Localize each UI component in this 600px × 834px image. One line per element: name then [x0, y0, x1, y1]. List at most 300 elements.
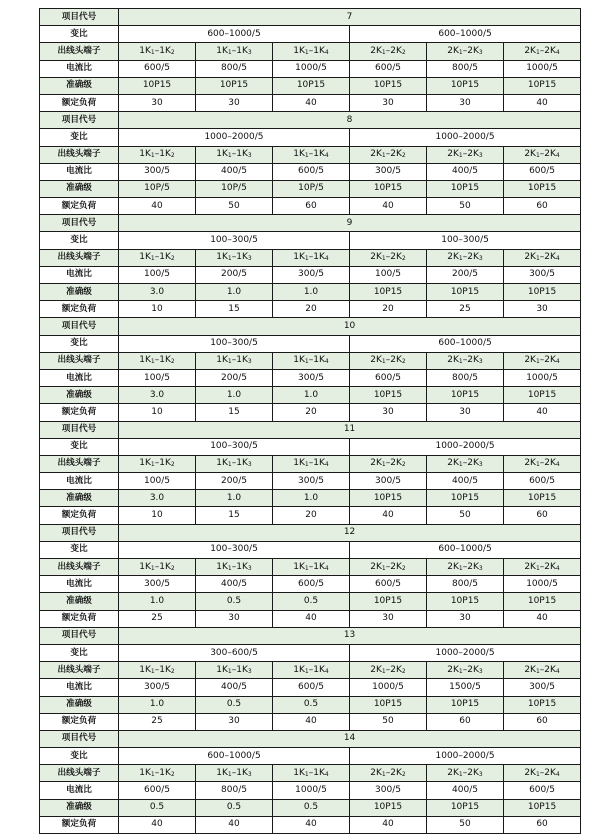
terminal-mid: –1K [231, 355, 248, 366]
burden-row [40, 301, 581, 318]
terminal-cell [427, 662, 504, 679]
current-row [40, 60, 581, 77]
ratio-row [40, 748, 581, 765]
accuracy-label: 准确级 [40, 799, 119, 816]
terminal-prefix: 2K [524, 45, 536, 56]
terminal-sub-a: 1 [535, 564, 540, 572]
terminal-sub-a: 1 [535, 48, 540, 56]
code-row [40, 318, 581, 335]
code-label: 项目代号 [40, 9, 119, 26]
terminal-sub-a: 1 [227, 152, 232, 160]
burden-value: 30 [196, 94, 273, 111]
terminal-prefix: 1K [216, 149, 228, 160]
terminal-cell [273, 662, 350, 679]
ratio-label: 变比 [40, 438, 119, 455]
terminal-prefix: 2K [370, 149, 382, 160]
terminal-sub-a: 1 [227, 564, 232, 572]
terminal-prefix: 1K [216, 664, 228, 675]
ratio-row [40, 129, 581, 146]
terminal-cell [350, 455, 427, 472]
terminal-mid: –2K [462, 767, 479, 778]
ratio-label: 变比 [40, 644, 119, 661]
code-row [40, 215, 581, 232]
accuracy-value: 10P15 [350, 284, 427, 301]
accuracy-label: 准确级 [40, 284, 119, 301]
terminal-sub-a: 1 [150, 564, 155, 572]
ratio-value: 100–300/5 [119, 335, 350, 352]
accuracy-value: 10P/5 [273, 180, 350, 197]
burden-row [40, 198, 581, 215]
current-value: 800/5 [196, 782, 273, 799]
ratio-value: 1000–2000/5 [119, 129, 350, 146]
terminal-label: 出线头端子 [40, 765, 119, 782]
terminal-mid: –2K [462, 458, 479, 469]
terminal-prefix: 2K [524, 664, 536, 675]
terminal-sub-b: 2 [170, 564, 175, 572]
accuracy-value: 10P15 [504, 696, 581, 713]
terminal-label: 出线头端子 [40, 455, 119, 472]
terminal-cell [273, 43, 350, 60]
terminal-mid: –1K [231, 767, 248, 778]
burden-value: 50 [196, 198, 273, 215]
terminal-sub-b: 3 [247, 358, 252, 366]
terminal-cell [273, 146, 350, 163]
current-value: 400/5 [196, 679, 273, 696]
terminal-prefix: 1K [293, 561, 305, 572]
current-value: 100/5 [119, 369, 196, 386]
terminal-cell [119, 352, 196, 369]
current-value: 600/5 [119, 60, 196, 77]
terminal-prefix: 2K [370, 252, 382, 263]
current-value: 1000/5 [504, 60, 581, 77]
terminal-prefix: 1K [293, 767, 305, 778]
terminal-label: 出线头端子 [40, 249, 119, 266]
terminal-mid: –2K [385, 355, 402, 366]
current-label: 电流比 [40, 679, 119, 696]
terminal-prefix: 2K [524, 355, 536, 366]
terminal-cell [504, 352, 581, 369]
current-value: 1000/5 [273, 60, 350, 77]
terminal-cell [196, 352, 273, 369]
terminal-cell [273, 352, 350, 369]
terminal-sub-b: 4 [324, 564, 329, 572]
terminal-sub-a: 1 [150, 358, 155, 366]
terminal-sub-a: 1 [458, 770, 463, 778]
burden-value: 20 [350, 301, 427, 318]
accuracy-value: 3.0 [119, 490, 196, 507]
terminal-sub-b: 2 [401, 358, 406, 366]
terminal-prefix: 1K [216, 767, 228, 778]
terminal-prefix: 2K [370, 45, 382, 56]
accuracy-label: 准确级 [40, 387, 119, 404]
burden-value: 40 [273, 610, 350, 627]
burden-label: 额定负荷 [40, 816, 119, 833]
burden-row [40, 507, 581, 524]
burden-value: 15 [196, 404, 273, 421]
terminal-cell [504, 249, 581, 266]
accuracy-value: 1.0 [273, 284, 350, 301]
terminal-sub-b: 4 [324, 667, 329, 675]
current-value: 600/5 [504, 782, 581, 799]
burden-value: 30 [350, 610, 427, 627]
terminal-sub-b: 2 [401, 48, 406, 56]
terminal-prefix: 2K [447, 664, 459, 675]
terminal-sub-b: 3 [247, 48, 252, 56]
terminal-mid: –1K [231, 458, 248, 469]
terminal-cell [196, 662, 273, 679]
accuracy-value: 10P15 [350, 799, 427, 816]
terminal-sub-b: 2 [170, 358, 175, 366]
burden-value: 40 [350, 507, 427, 524]
burden-value: 30 [119, 94, 196, 111]
terminal-cell [196, 455, 273, 472]
current-value: 600/5 [350, 576, 427, 593]
current-value: 800/5 [427, 60, 504, 77]
terminal-sub-b: 4 [324, 255, 329, 263]
current-value: 200/5 [196, 473, 273, 490]
terminal-mid: –2K [385, 252, 402, 263]
terminal-sub-a: 1 [458, 461, 463, 469]
accuracy-value: 10P15 [504, 799, 581, 816]
terminal-sub-b: 4 [555, 667, 560, 675]
current-value: 300/5 [350, 782, 427, 799]
accuracy-value: 0.5 [196, 696, 273, 713]
terminal-sub-b: 2 [401, 564, 406, 572]
accuracy-value: 0.5 [273, 593, 350, 610]
terminal-sub-b: 4 [555, 358, 560, 366]
terminal-prefix: 2K [524, 767, 536, 778]
terminal-cell [119, 559, 196, 576]
terminal-sub-b: 3 [478, 152, 483, 160]
terminal-label: 出线头端子 [40, 662, 119, 679]
ratio-value: 600–1000/5 [350, 335, 581, 352]
terminal-cell [119, 455, 196, 472]
terminal-cell [350, 352, 427, 369]
terminal-prefix: 2K [447, 252, 459, 263]
terminal-sub-a: 1 [381, 667, 386, 675]
terminal-sub-a: 1 [304, 48, 309, 56]
burden-value: 25 [427, 301, 504, 318]
terminal-cell [119, 146, 196, 163]
code-row [40, 730, 581, 747]
current-value: 200/5 [196, 266, 273, 283]
terminal-cell [427, 146, 504, 163]
terminal-cell [504, 455, 581, 472]
current-value: 100/5 [119, 473, 196, 490]
burden-label: 额定负荷 [40, 404, 119, 421]
accuracy-label: 准确级 [40, 593, 119, 610]
terminal-mid: –1K [154, 664, 171, 675]
terminal-mid: –2K [539, 458, 556, 469]
code-value: 8 [119, 112, 581, 129]
accuracy-value: 10P15 [504, 387, 581, 404]
terminal-sub-b: 3 [247, 667, 252, 675]
current-value: 300/5 [119, 679, 196, 696]
terminal-row [40, 455, 581, 472]
terminal-sub-b: 3 [247, 770, 252, 778]
burden-label: 额定负荷 [40, 198, 119, 215]
code-label: 项目代号 [40, 421, 119, 438]
burden-value: 30 [196, 713, 273, 730]
terminal-cell [427, 249, 504, 266]
current-value: 400/5 [427, 473, 504, 490]
terminal-sub-a: 1 [458, 255, 463, 263]
burden-value: 10 [119, 507, 196, 524]
terminal-row [40, 662, 581, 679]
burden-label: 额定负荷 [40, 610, 119, 627]
terminal-mid: –2K [539, 767, 556, 778]
terminal-mid: –2K [539, 45, 556, 56]
terminal-prefix: 2K [447, 355, 459, 366]
terminal-prefix: 2K [447, 45, 459, 56]
terminal-prefix: 2K [370, 664, 382, 675]
current-row [40, 369, 581, 386]
terminal-sub-a: 1 [304, 770, 309, 778]
current-value: 300/5 [350, 163, 427, 180]
current-value: 800/5 [427, 576, 504, 593]
terminal-sub-a: 1 [227, 358, 232, 366]
burden-label: 额定负荷 [40, 94, 119, 111]
current-value: 600/5 [350, 369, 427, 386]
terminal-cell [427, 765, 504, 782]
burden-value: 50 [427, 816, 504, 833]
accuracy-label: 准确级 [40, 77, 119, 94]
terminal-prefix: 2K [524, 252, 536, 263]
accuracy-value: 0.5 [196, 593, 273, 610]
terminal-sub-a: 1 [535, 770, 540, 778]
terminal-prefix: 2K [370, 355, 382, 366]
code-row [40, 627, 581, 644]
accuracy-value: 3.0 [119, 387, 196, 404]
terminal-cell [273, 249, 350, 266]
ratio-label: 变比 [40, 26, 119, 43]
terminal-sub-a: 1 [458, 667, 463, 675]
burden-value: 40 [350, 198, 427, 215]
terminal-mid: –1K [154, 45, 171, 56]
terminal-mid: –2K [385, 149, 402, 160]
accuracy-value: 1.0 [196, 387, 273, 404]
terminal-mid: –2K [462, 252, 479, 263]
terminal-sub-a: 1 [150, 152, 155, 160]
terminal-sub-a: 1 [150, 770, 155, 778]
accuracy-value: 10P15 [196, 77, 273, 94]
burden-value: 50 [350, 713, 427, 730]
accuracy-value: 10P/5 [119, 180, 196, 197]
code-value: 11 [119, 421, 581, 438]
current-value: 300/5 [273, 369, 350, 386]
terminal-sub-b: 3 [478, 461, 483, 469]
terminal-sub-b: 2 [170, 152, 175, 160]
terminal-mid: –2K [462, 664, 479, 675]
terminal-cell [427, 352, 504, 369]
terminal-sub-a: 1 [304, 667, 309, 675]
ratio-row [40, 26, 581, 43]
current-row [40, 163, 581, 180]
ratio-value: 1000–2000/5 [350, 644, 581, 661]
terminal-prefix: 1K [139, 767, 151, 778]
terminal-cell [273, 455, 350, 472]
current-value: 300/5 [273, 473, 350, 490]
terminal-sub-b: 4 [324, 461, 329, 469]
accuracy-value: 10P15 [504, 593, 581, 610]
terminal-mid: –2K [385, 767, 402, 778]
burden-value: 60 [273, 198, 350, 215]
terminal-sub-b: 4 [324, 358, 329, 366]
ratio-value: 100–300/5 [119, 541, 350, 558]
accuracy-value: 10P15 [350, 180, 427, 197]
burden-label: 额定负荷 [40, 301, 119, 318]
terminal-row [40, 352, 581, 369]
terminal-sub-b: 4 [555, 770, 560, 778]
terminal-sub-a: 1 [381, 770, 386, 778]
current-label: 电流比 [40, 163, 119, 180]
accuracy-value: 10P15 [273, 77, 350, 94]
terminal-sub-b: 2 [401, 152, 406, 160]
terminal-prefix: 1K [216, 45, 228, 56]
terminal-sub-a: 1 [458, 358, 463, 366]
terminal-cell [350, 559, 427, 576]
terminal-sub-a: 1 [535, 461, 540, 469]
terminal-cell [119, 765, 196, 782]
terminal-sub-b: 2 [170, 461, 175, 469]
terminal-sub-a: 1 [227, 461, 232, 469]
terminal-mid: –2K [539, 355, 556, 366]
terminal-sub-a: 1 [227, 255, 232, 263]
accuracy-value: 1.0 [273, 490, 350, 507]
accuracy-label: 准确级 [40, 180, 119, 197]
current-value: 200/5 [427, 266, 504, 283]
terminal-prefix: 2K [447, 149, 459, 160]
terminal-row [40, 146, 581, 163]
terminal-mid: –1K [231, 664, 248, 675]
accuracy-value: 10P/5 [196, 180, 273, 197]
current-value: 800/5 [196, 60, 273, 77]
accuracy-row [40, 490, 581, 507]
terminal-mid: –2K [385, 45, 402, 56]
ratio-value: 100–300/5 [119, 232, 350, 249]
terminal-prefix: 2K [447, 767, 459, 778]
terminal-sub-a: 1 [304, 564, 309, 572]
terminal-sub-a: 1 [381, 358, 386, 366]
terminal-sub-b: 4 [324, 152, 329, 160]
terminal-cell [350, 765, 427, 782]
burden-label: 额定负荷 [40, 713, 119, 730]
terminal-sub-b: 3 [247, 461, 252, 469]
ratio-value: 300–600/5 [119, 644, 350, 661]
terminal-mid: –2K [385, 664, 402, 675]
terminal-cell [273, 559, 350, 576]
accuracy-value: 1.0 [273, 387, 350, 404]
terminal-row [40, 559, 581, 576]
terminal-prefix: 2K [524, 561, 536, 572]
code-label: 项目代号 [40, 112, 119, 129]
burden-row [40, 816, 581, 833]
accuracy-value: 10P15 [427, 180, 504, 197]
terminal-prefix: 1K [139, 45, 151, 56]
terminal-sub-a: 1 [150, 461, 155, 469]
terminal-prefix: 1K [139, 458, 151, 469]
ratio-label: 变比 [40, 748, 119, 765]
code-row [40, 524, 581, 541]
ratio-value: 1000–2000/5 [350, 438, 581, 455]
terminal-cell [504, 559, 581, 576]
accuracy-value: 1.0 [119, 696, 196, 713]
accuracy-value: 10P15 [350, 490, 427, 507]
terminal-cell [119, 249, 196, 266]
terminal-mid: –2K [462, 45, 479, 56]
burden-value: 40 [273, 816, 350, 833]
terminal-mid: –1K [308, 45, 325, 56]
burden-value: 40 [119, 198, 196, 215]
accuracy-value: 1.0 [196, 490, 273, 507]
terminal-sub-b: 3 [478, 255, 483, 263]
ratio-value: 1000–2000/5 [350, 748, 581, 765]
burden-value: 30 [350, 404, 427, 421]
accuracy-value: 1.0 [119, 593, 196, 610]
terminal-label: 出线头端子 [40, 146, 119, 163]
accuracy-value: 0.5 [196, 799, 273, 816]
burden-value: 30 [196, 610, 273, 627]
current-label: 电流比 [40, 782, 119, 799]
code-label: 项目代号 [40, 730, 119, 747]
terminal-mid: –1K [154, 149, 171, 160]
terminal-sub-b: 2 [170, 770, 175, 778]
code-label: 项目代号 [40, 524, 119, 541]
accuracy-value: 0.5 [273, 696, 350, 713]
burden-value: 10 [119, 404, 196, 421]
accuracy-value: 0.5 [119, 799, 196, 816]
current-value: 800/5 [427, 369, 504, 386]
terminal-cell [504, 765, 581, 782]
ratio-value: 100–300/5 [119, 438, 350, 455]
terminal-sub-a: 1 [381, 564, 386, 572]
terminal-prefix: 1K [139, 149, 151, 160]
terminal-cell [196, 43, 273, 60]
terminal-cell [273, 765, 350, 782]
terminal-cell [196, 146, 273, 163]
current-value: 300/5 [119, 163, 196, 180]
current-value: 600/5 [273, 576, 350, 593]
terminal-prefix: 1K [293, 355, 305, 366]
current-value: 1000/5 [504, 576, 581, 593]
burden-value: 15 [196, 507, 273, 524]
terminal-mid: –2K [385, 561, 402, 572]
ratio-row [40, 232, 581, 249]
terminal-prefix: 2K [524, 149, 536, 160]
terminal-sub-a: 1 [304, 358, 309, 366]
ratio-label: 变比 [40, 541, 119, 558]
accuracy-value: 10P15 [350, 387, 427, 404]
current-value: 600/5 [119, 782, 196, 799]
burden-row [40, 713, 581, 730]
accuracy-value: 10P15 [427, 593, 504, 610]
terminal-mid: –1K [154, 458, 171, 469]
terminal-sub-b: 4 [555, 564, 560, 572]
terminal-sub-b: 3 [247, 255, 252, 263]
terminal-mid: –1K [154, 561, 171, 572]
spec-table [39, 8, 581, 834]
terminal-sub-b: 2 [401, 667, 406, 675]
current-row [40, 679, 581, 696]
terminal-sub-a: 1 [150, 255, 155, 263]
burden-value: 30 [427, 610, 504, 627]
terminal-prefix: 1K [216, 458, 228, 469]
code-label: 项目代号 [40, 627, 119, 644]
terminal-mid: –1K [308, 561, 325, 572]
burden-value: 10 [119, 301, 196, 318]
terminal-sub-a: 1 [150, 667, 155, 675]
current-label: 电流比 [40, 576, 119, 593]
